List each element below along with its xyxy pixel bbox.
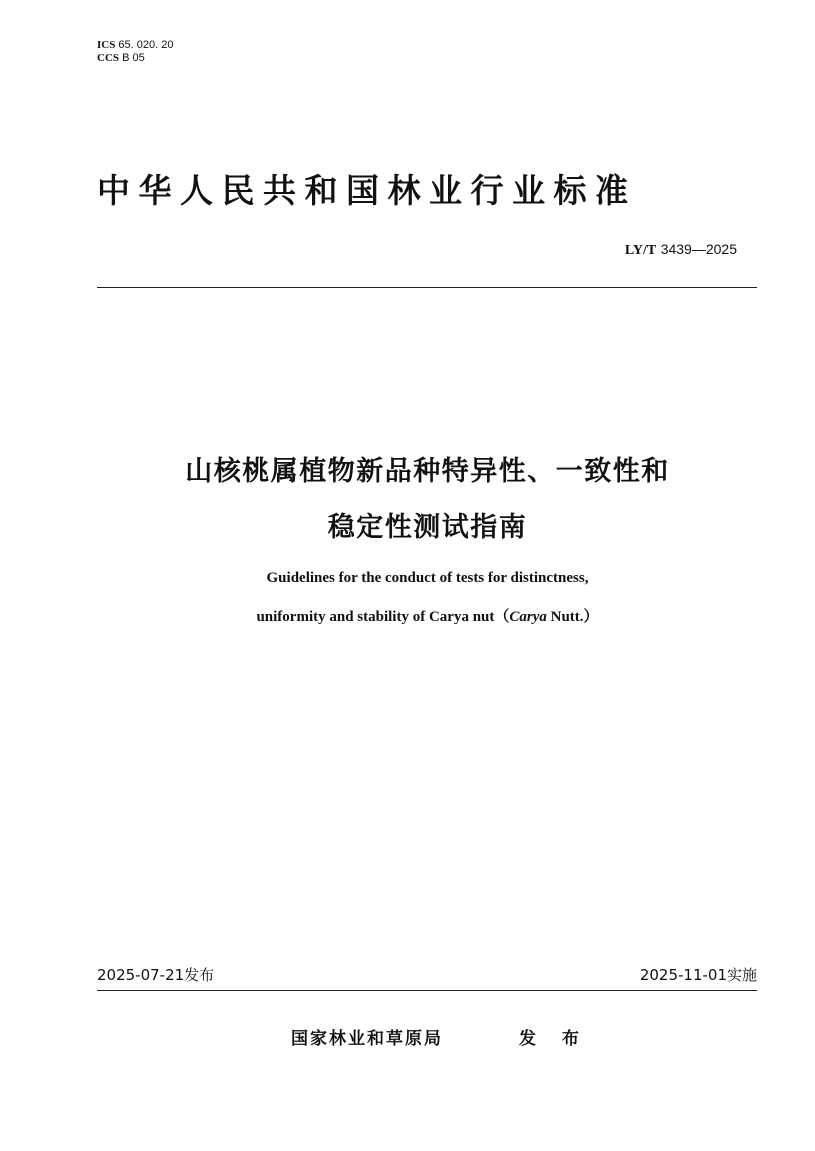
release-date: 2025-07-21发布 [97, 966, 215, 984]
classification-codes [97, 39, 173, 65]
issuer-title: 中华人民共和国林业行业标准 [97, 171, 637, 210]
ics-label: ICS [97, 39, 116, 51]
title-cn-line2: 稳定性测试指南 [327, 512, 528, 543]
title-en-line2-start: uniformity and stability of Carya nut（ [256, 609, 510, 625]
ics-code [97, 39, 173, 52]
implementation-date: 2025-11-01实施 [639, 966, 757, 984]
title-en-line2-end: Nutt.） [546, 609, 599, 625]
ccs-value: B 05 [122, 52, 145, 64]
ics-value: 65. 020. 20 [118, 39, 174, 51]
standard-code: 3439—2025 [660, 241, 737, 257]
footer-divider [97, 990, 757, 991]
ccs-code [97, 52, 173, 65]
title-en-line2 [60, 605, 795, 626]
publisher-name: 国家林业和草原局 [291, 1029, 443, 1049]
title-cn-line1: 山核桃属植物新品种特异性、一致性和 [185, 456, 670, 487]
title-en-line1: Guidelines for the conduct of tests for distinctness, [266, 570, 589, 586]
standard-number [625, 241, 737, 259]
header-divider [97, 287, 757, 288]
publish-label: 发 布 [519, 1029, 589, 1049]
title-en-genus: Carya [509, 609, 547, 625]
standard-prefix: LY/T [624, 243, 657, 258]
ccs-label: CCS [97, 52, 120, 64]
